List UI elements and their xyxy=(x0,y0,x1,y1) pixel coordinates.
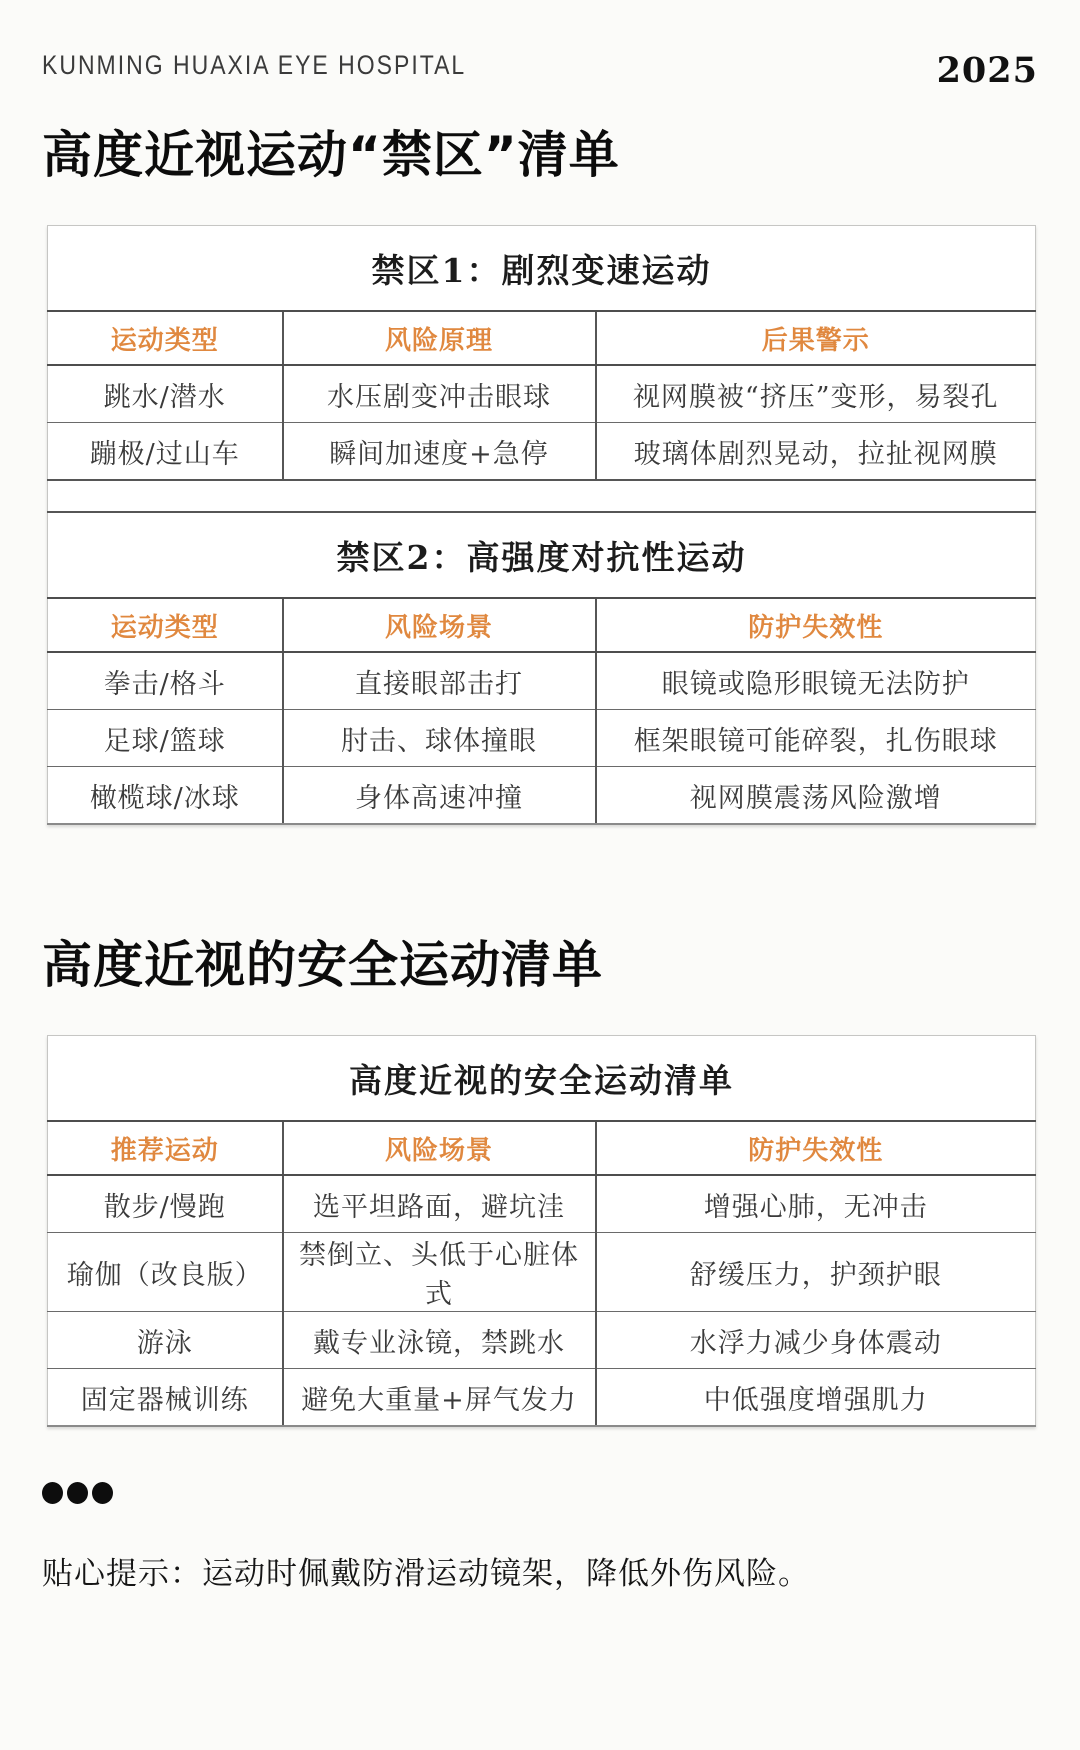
zone1-title-row xyxy=(48,226,1036,312)
zone1-col-header: 风险原理 xyxy=(283,311,596,365)
hospital-name: KUNMING HUAXIA EYE HOSPITAL xyxy=(42,50,467,80)
table-row xyxy=(48,1312,1036,1369)
safe-table-title-row xyxy=(48,1036,1036,1122)
table-row xyxy=(48,710,1036,767)
table-cell: 水压剧变冲击眼球 xyxy=(283,365,596,423)
safe-col-header: 推荐运动 xyxy=(48,1121,283,1175)
table-row xyxy=(48,1369,1036,1427)
table-cell: 视网膜被“挤压”变形，易裂孔 xyxy=(596,365,1036,423)
three-dots-icon xyxy=(42,1482,113,1504)
safe-col-header: 防护失效性 xyxy=(596,1121,1036,1175)
dot-icon xyxy=(67,1482,88,1504)
table-cell: 橄榄球/冰球 xyxy=(48,767,283,825)
table-cell: 禁倒立、头低于心脏体式 xyxy=(283,1233,596,1312)
table-cell: 玻璃体剧烈晃动，拉扯视网膜 xyxy=(596,423,1036,481)
zone1-col-header: 后果警示 xyxy=(596,311,1036,365)
table-cell: 固定器械训练 xyxy=(48,1369,283,1427)
table-cell: 眼镜或隐形眼镜无法防护 xyxy=(596,652,1036,710)
table-row xyxy=(48,1233,1036,1312)
zone2-col-header: 防护失效性 xyxy=(596,598,1036,652)
forbidden-list-title: 高度近视运动“禁区”清单 xyxy=(42,126,620,184)
safe-col-header: 风险场景 xyxy=(283,1121,596,1175)
safe-list-title: 高度近视的安全运动清单 xyxy=(42,936,603,994)
table-cell: 直接眼部击打 xyxy=(283,652,596,710)
table-cell: 拳击/格斗 xyxy=(48,652,283,710)
table-cell: 避免大重量+屏气发力 xyxy=(283,1369,596,1427)
spacer-row xyxy=(48,480,1036,512)
table-row xyxy=(48,767,1036,825)
table-cell: 戴专业泳镜，禁跳水 xyxy=(283,1312,596,1369)
table-cell: 舒缓压力，护颈护眼 xyxy=(596,1233,1036,1312)
table-cell: 散步/慢跑 xyxy=(48,1175,283,1233)
zone2-col-header: 运动类型 xyxy=(48,598,283,652)
table-cell: 瑜伽（改良版） xyxy=(48,1233,283,1312)
zone2-header-row xyxy=(48,598,1036,652)
table-cell: 水浮力减少身体震动 xyxy=(596,1312,1036,1369)
dot-icon xyxy=(92,1482,113,1504)
table-cell: 选平坦路面，避坑洼 xyxy=(283,1175,596,1233)
year-label: 2025 xyxy=(936,50,1038,91)
forbidden-zones-table xyxy=(47,225,1036,825)
table-cell: 游泳 xyxy=(48,1312,283,1369)
table-cell: 身体高速冲撞 xyxy=(283,767,596,825)
safe-sports-table xyxy=(47,1035,1036,1427)
table-cell: 足球/篮球 xyxy=(48,710,283,767)
table-row xyxy=(48,423,1036,481)
table-cell: 肘击、球体撞眼 xyxy=(283,710,596,767)
zone2-title: 禁区2：高强度对抗性运动 xyxy=(48,512,1036,598)
table-cell: 视网膜震荡风险激增 xyxy=(596,767,1036,825)
zone2-col-header: 风险场景 xyxy=(283,598,596,652)
table-cell: 蹦极/过山车 xyxy=(48,423,283,481)
table-cell: 跳水/潜水 xyxy=(48,365,283,423)
table-row xyxy=(48,365,1036,423)
safe-table-header-row xyxy=(48,1121,1036,1175)
table-cell: 增强心肺，无冲击 xyxy=(596,1175,1036,1233)
table-row xyxy=(48,1175,1036,1233)
zone2-title-row xyxy=(48,512,1036,598)
table-row xyxy=(48,652,1036,710)
safe-table-title: 高度近视的安全运动清单 xyxy=(48,1036,1036,1122)
dot-icon xyxy=(42,1482,63,1504)
tip-text: 贴心提示：运动时佩戴防滑运动镜架，降低外伤风险。 xyxy=(42,1556,810,1592)
table-cell: 框架眼镜可能碎裂，扎伤眼球 xyxy=(596,710,1036,767)
zone1-header-row xyxy=(48,311,1036,365)
zone1-title: 禁区1：剧烈变速运动 xyxy=(48,226,1036,312)
spacer-cell xyxy=(48,480,1036,512)
table-cell: 中低强度增强肌力 xyxy=(596,1369,1036,1427)
zone1-col-header: 运动类型 xyxy=(48,311,283,365)
table-cell: 瞬间加速度+急停 xyxy=(283,423,596,481)
header xyxy=(0,0,1080,91)
